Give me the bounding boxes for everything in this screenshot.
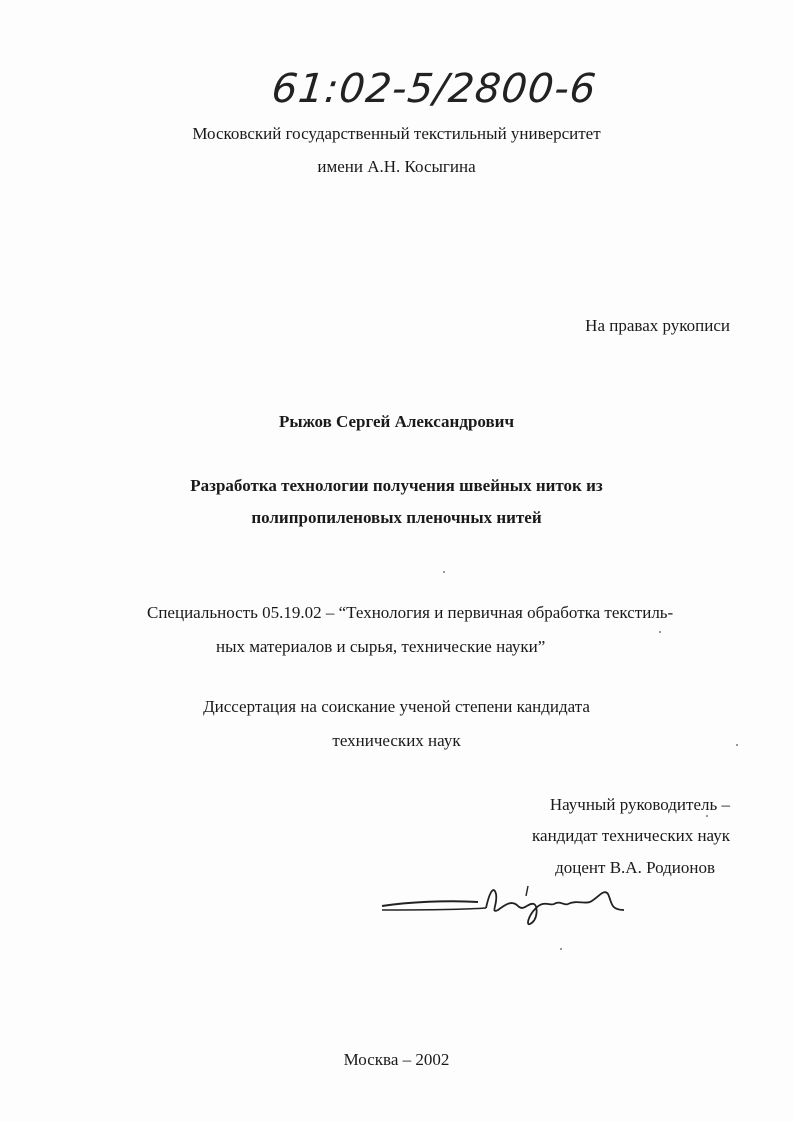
university-name: Московский государственный текстильный университет bbox=[192, 124, 601, 143]
supervisor-degree: кандидат технических наук bbox=[532, 826, 730, 845]
archive-number-handwritten: 61:02-5/2800-6 bbox=[269, 66, 599, 112]
author-name: Рыжов Сергей Александрович bbox=[278, 412, 515, 431]
supervisor-signature bbox=[378, 880, 648, 930]
degree-statement-line-2: технических наук bbox=[332, 731, 461, 750]
city-and-year: Москва – 2002 bbox=[343, 1050, 450, 1069]
scan-speck bbox=[706, 815, 708, 817]
degree-statement-line-1: Диссертация на соискание ученой степени кандидата bbox=[203, 697, 590, 716]
specialty-line-2: ных материалов и сырья, технические науки” bbox=[216, 637, 546, 656]
scan-speck bbox=[443, 571, 445, 573]
specialty-line-1: Специальность 05.19.02 – “Технология и первичная обработка текстиль- bbox=[147, 603, 674, 622]
supervisor-name: доцент В.А. Родионов bbox=[555, 858, 715, 877]
supervisor-role: Научный руководитель – bbox=[549, 795, 730, 814]
scan-speck bbox=[659, 631, 661, 633]
dissertation-title-line-2: полипропиленовых пленочных нитей bbox=[251, 508, 542, 527]
dissertation-title-line-1: Разработка технологии получения швейных ниток из bbox=[190, 476, 603, 495]
manuscript-rights-note: На правах рукописи bbox=[585, 316, 730, 335]
university-honorific: имени А.Н. Косыгина bbox=[317, 157, 476, 176]
scan-speck bbox=[560, 948, 562, 950]
scan-speck bbox=[736, 744, 738, 746]
